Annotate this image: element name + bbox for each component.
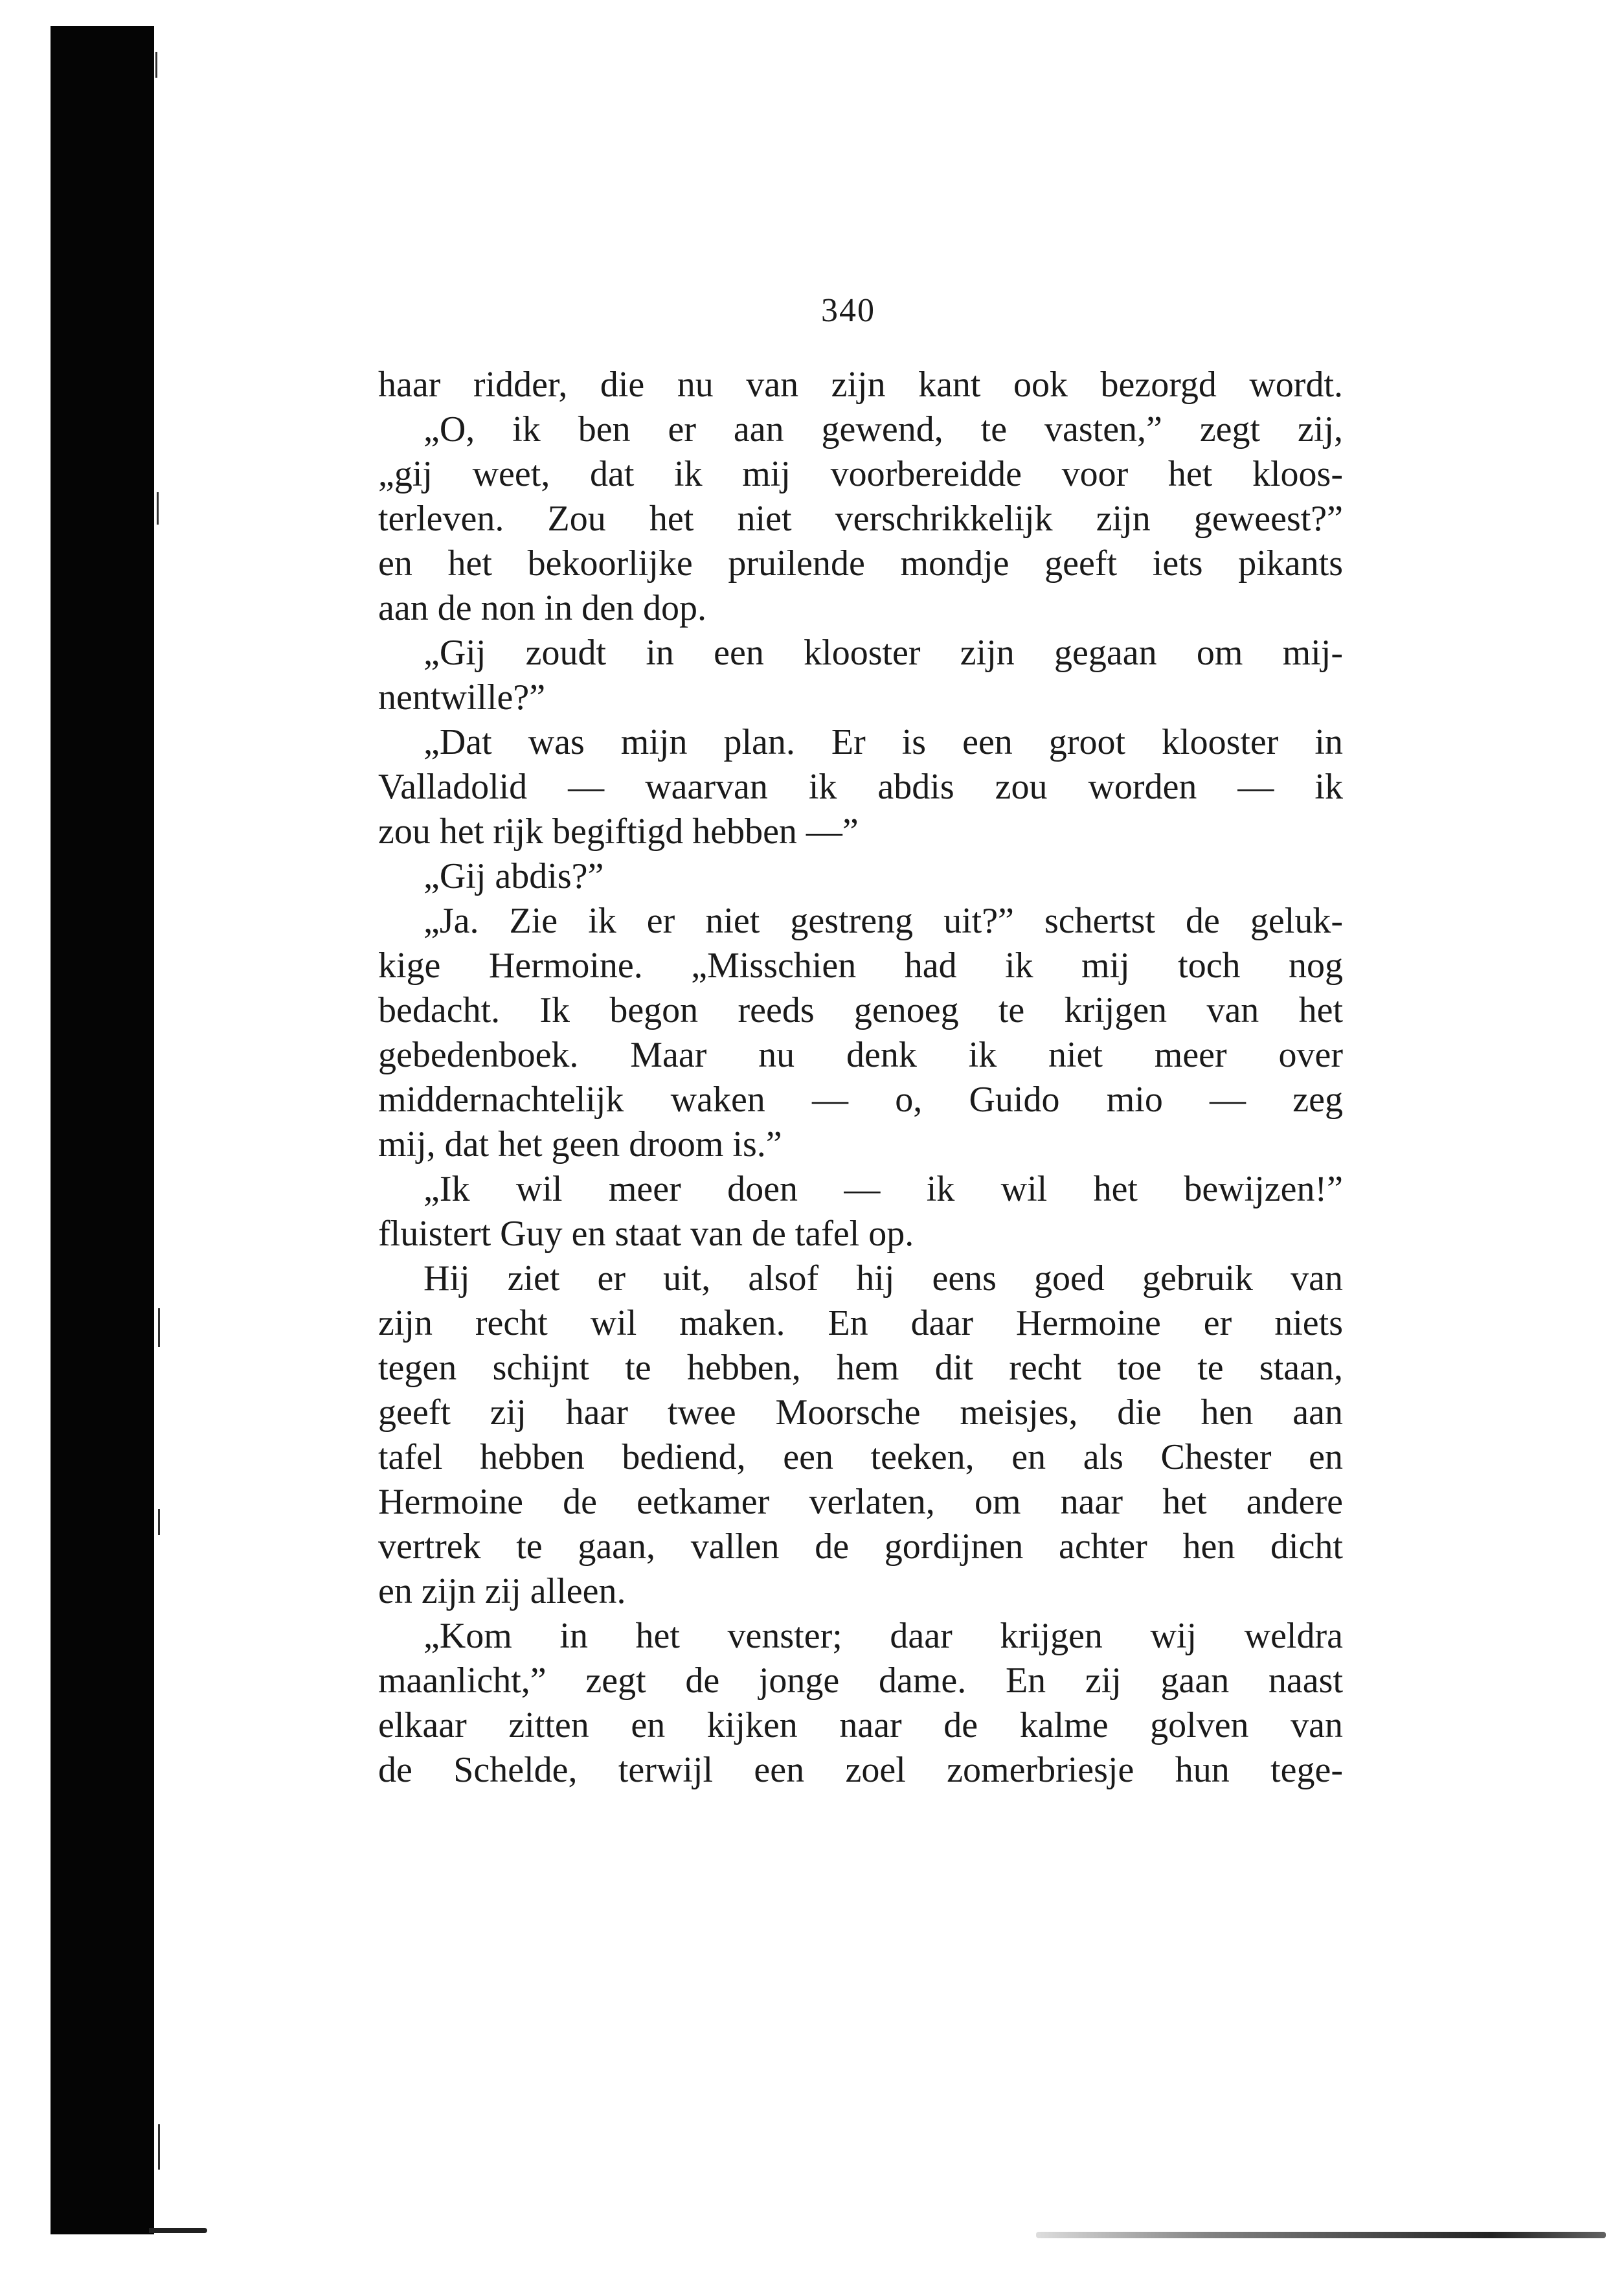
text-line: „Ik wil meer doen — ik wil het bewijzen!” <box>423 1169 1343 1209</box>
text-line: geeft zij haar twee Moorsche meisjes, die hen aan <box>378 1392 1343 1433</box>
text-line: „Kom in het venster; daar krijgen wij weldra <box>423 1616 1343 1656</box>
scan-edge-mark <box>158 1509 160 1535</box>
text-line: tegen schijnt te hebben, hem dit recht toe te staan, <box>378 1348 1343 1388</box>
text-line: maanlicht,” zegt de jonge dame. En zij gaan naast <box>378 1661 1343 1701</box>
text-line: terleven. Zou het niet verschrikkelijk zijn geweest?” <box>378 499 1343 539</box>
text-line: bedacht. Ik begon reeds genoeg te krijgen van het <box>378 990 1343 1030</box>
text-line: „gij weet, dat ik mij voorbereidde voor het kloos- <box>378 454 1343 494</box>
text-line: Valladolid — waarvan ik abdis zou worden — ik <box>378 767 1343 807</box>
text-line: haar ridder, die nu van zijn kant ook bezorgd wordt. <box>378 365 1343 405</box>
text-line: elkaar zitten en kijken naar de kalme golven van <box>378 1705 1343 1745</box>
text-line: en het bekoorlijke pruilende mondje geeft iets pikants <box>378 543 1343 584</box>
scan-bottom-shadow <box>1036 2232 1606 2238</box>
text-line: „Gij abdis?” <box>423 856 604 896</box>
book-spine-foot <box>149 2228 207 2233</box>
text-line: gebedenboek. Maar nu denk ik niet meer over <box>378 1035 1343 1075</box>
text-line: middernachtelijk waken — o, Guido mio — zeg <box>378 1080 1343 1120</box>
text-line: mij, dat het geen droom is.” <box>378 1124 782 1164</box>
body-text <box>378 363 1343 1793</box>
text-line: zijn recht wil maken. En daar Hermoine er niets <box>378 1303 1343 1343</box>
text-line: „O, ik ben er aan gewend, te vasten,” zegt zij, <box>423 409 1343 449</box>
text-line: „Dat was mijn plan. Er is een groot klooster in <box>423 722 1343 762</box>
scan-edge-mark <box>157 492 159 525</box>
text-line: „Gij zoudt in een klooster zijn gegaan om mij- <box>423 633 1343 673</box>
text-line: kige Hermoine. „Misschien had ik mij toch nog <box>378 946 1343 986</box>
text-line: tafel hebben bediend, een teeken, en als Chester en <box>378 1437 1343 1477</box>
text-line: „Ja. Zie ik er niet gestreng uit?” schertst de geluk- <box>423 901 1343 941</box>
text-line: nentwille?” <box>378 677 546 718</box>
text-line: zou het rijk begiftigd hebben —” <box>378 811 859 852</box>
scan-edge-mark <box>155 52 157 78</box>
text-line: vertrek te gaan, vallen de gordijnen achter hen dicht <box>378 1526 1343 1567</box>
book-spine-shadow <box>51 26 154 2234</box>
scan-edge-mark <box>158 1308 160 1347</box>
text-line: Hermoine de eetkamer verlaten, om naar het andere <box>378 1482 1343 1522</box>
scan-edge-mark <box>158 2124 160 2170</box>
text-line: de Schelde, terwijl een zoel zomerbriesje hun tege- <box>378 1750 1343 1790</box>
text-line: Hij ziet er uit, alsof hij eens goed gebruik van <box>423 1258 1343 1299</box>
text-line: fluistert Guy en staat van de tafel op. <box>378 1214 914 1254</box>
text-line: aan de non in den dop. <box>378 588 706 628</box>
page-number: 340 <box>821 292 875 329</box>
text-line: en zijn zij alleen. <box>378 1571 626 1611</box>
